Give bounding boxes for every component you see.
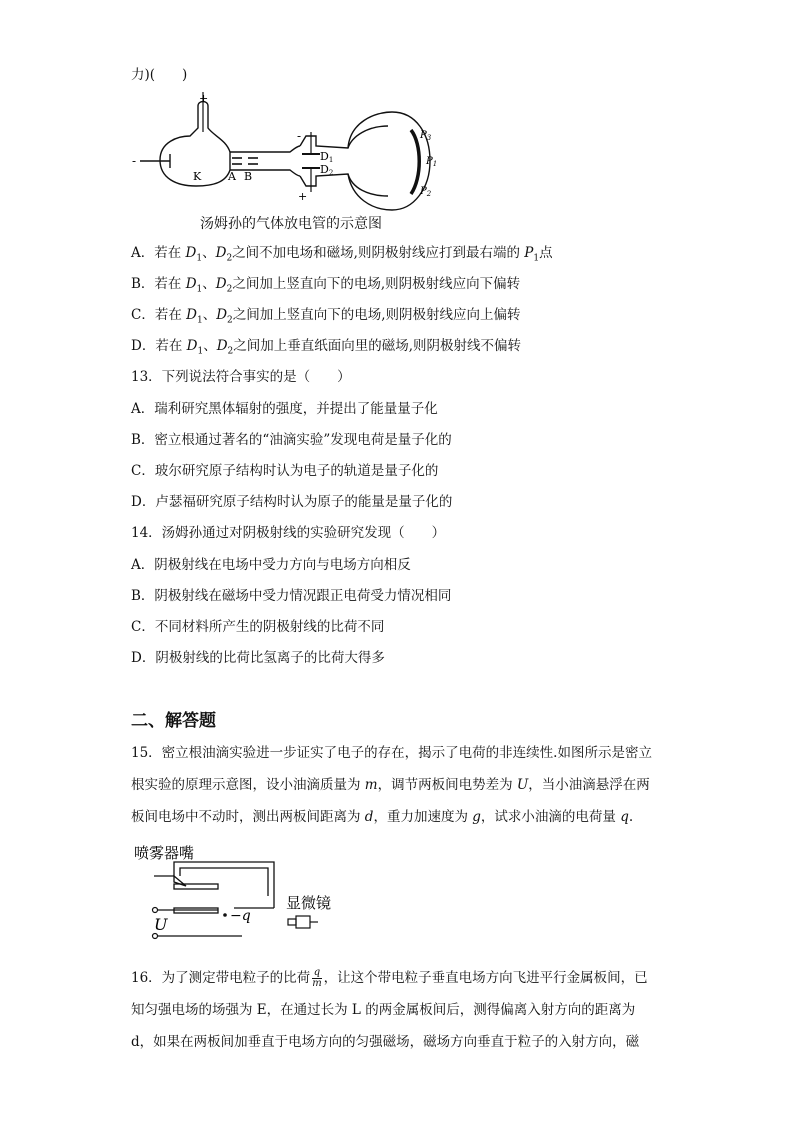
plate-housing-upper <box>300 126 388 148</box>
label-B: B <box>244 170 253 183</box>
section-title: 二、解答题 <box>131 711 216 731</box>
terminal-top <box>153 908 158 913</box>
microscope-body <box>296 916 310 928</box>
sprayer-pipe-inner <box>180 868 268 896</box>
q12-option-d: D．若在 $D_1$、$D_2$之间加上垂直纸面向里的磁场,则阴极射线不偏转 <box>131 338 522 357</box>
q13-stem: 13．下列说法符合事实的是（ ） <box>131 369 351 385</box>
cathode-minus-label: - <box>132 154 137 168</box>
plate-minus-label: - <box>297 129 302 143</box>
anode-plus-label: + <box>199 92 209 105</box>
q14-stem: 14．汤姆孙通过对阴极射线的实验研究发现（ ） <box>131 525 446 541</box>
label-D1: D1 <box>320 150 334 164</box>
q14-option-a: A．阴极射线在电场中受力方向与电场方向相反 <box>131 557 411 573</box>
label-K: K <box>193 170 202 183</box>
terminal-bottom <box>153 934 158 939</box>
figure-caption: 汤姆孙的气体放电管的示意图 <box>200 216 382 232</box>
q14-option-b: B．阴极射线在磁场中受力情况跟正电荷受力情况相同 <box>131 588 452 604</box>
millikan-apparatus-diagram <box>134 842 354 942</box>
q16-text: 16．为了测定带电粒子的比荷 $\frac{q}{m}$ ，让这个带电粒子垂直电场方向飞进平行金属板间，已知匀强电场的场强为 E，在通过长为 L 的两金属板间后，测得偏离入射方向的距离为 d，如果在两板间加垂直于电场方向的匀强磁场，磁场方向垂直于粒子的入射方向，磁 <box>131 967 648 1050</box>
thomson-tube-diagram <box>130 92 438 212</box>
q13-option-c: C．玻尔研究原子结构时认为电子的轨道是量子化的 <box>131 463 439 479</box>
q12-option-a: A．若在 $D_1$、$D_2$之间不加电场和磁场,则阴极射线应打到最右端的 $P_1$点 <box>131 245 553 264</box>
q14-option-d: D．阴极射线的比荷比氢离子的比荷大得多 <box>131 650 385 666</box>
question-fragment: 力)( ) <box>131 67 188 83</box>
q15-text: 15．密立根油滴实验进一步证实了电子的存在，揭示了电荷的非连续性.如图所示是密立根实验的原理示意图，设小油滴质量为 m，调节两板间电势差为 U，当小油滴悬浮在两板间电场中不动时，测出两板间距离为 d，重力加速度为 g，试求小油滴的电荷量 q. <box>131 745 652 825</box>
tube-neck-upper <box>230 146 300 152</box>
label-P2: $P_2$ <box>420 186 432 198</box>
plate-plus-label: + <box>298 190 308 203</box>
label-P1: $P_1$ <box>426 156 438 168</box>
plate-housing-lower <box>300 174 388 196</box>
label-D2: D2 <box>320 163 334 177</box>
label-minus-q: −q <box>230 908 251 924</box>
sprayer-label: 喷雾器嘴 <box>134 844 195 862</box>
tube-neck-lower <box>230 170 300 176</box>
label-U: U <box>154 915 168 934</box>
label-P3: $P_3$ <box>420 130 432 142</box>
q13-option-a: A．瑞利研究黑体辐射的强度，并提出了能量量子化 <box>131 401 438 417</box>
q12-option-c: C．若在 $D_1$、$D_2$之间加上竖直向下的电场,则阴极射线应向上偏转 <box>131 307 521 326</box>
q12-option-b: B．若在 $D_1$、$D_2$之间加上竖直向下的电场,则阴极射线应向下偏转 <box>131 276 521 295</box>
sprayer-pipe <box>154 862 274 896</box>
q13-option-b: B．密立根通过著名的“油滴实验”发现电荷是量子化的 <box>131 432 452 448</box>
microscope-eyepiece <box>288 919 296 925</box>
q13-option-d: D．卢瑟福研究原子结构时认为原子的能量是量子化的 <box>131 494 453 510</box>
charge-mass-fraction: $\frac{q}{m}$ <box>312 967 322 989</box>
label-A: A <box>228 170 236 183</box>
q14-option-c: C．不同材料所产生的阴极射线的比荷不同 <box>131 619 385 635</box>
oil-drop <box>223 913 227 917</box>
screen-arc-P <box>411 130 419 194</box>
microscope-label: 显微镜 <box>286 894 332 912</box>
